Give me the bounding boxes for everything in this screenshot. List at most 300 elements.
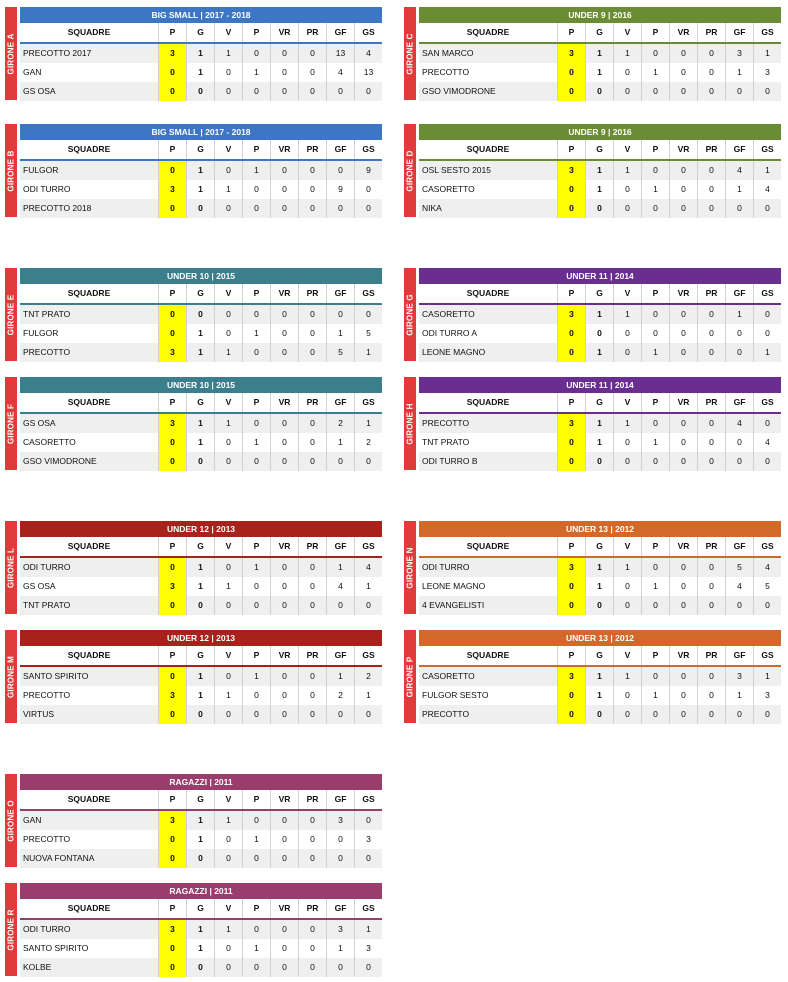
stat-cell: 9 xyxy=(354,161,382,180)
points-cell: 0 xyxy=(158,199,186,218)
stat-cell: 1 xyxy=(186,667,214,686)
group-label-tab xyxy=(5,377,17,470)
table-row xyxy=(20,82,382,101)
column-header: P xyxy=(158,23,186,42)
stat-cell: 5 xyxy=(354,324,382,343)
stat-cell: 0 xyxy=(641,82,669,101)
stat-cell: 0 xyxy=(585,596,613,615)
stat-cell: 0 xyxy=(354,958,382,977)
column-header: P xyxy=(242,899,270,918)
column-header: G xyxy=(585,23,613,42)
column-header: GS xyxy=(753,646,781,665)
stat-cell: 0 xyxy=(298,705,326,724)
points-cell: 0 xyxy=(158,324,186,343)
stat-cell: 0 xyxy=(326,199,354,218)
stat-cell: 0 xyxy=(669,577,697,596)
points-cell: 0 xyxy=(158,452,186,471)
group-label-tab xyxy=(5,883,17,976)
stat-cell: 1 xyxy=(725,63,753,82)
column-header: SQUADRE xyxy=(466,144,510,154)
points-cell: 0 xyxy=(557,705,585,724)
stat-cell: 1 xyxy=(186,811,214,830)
table-row xyxy=(419,577,781,596)
stat-cell: 1 xyxy=(725,180,753,199)
standings-table xyxy=(20,630,382,724)
stat-cell: 0 xyxy=(354,452,382,471)
standings-table xyxy=(20,7,382,101)
points-cell: 3 xyxy=(158,414,186,433)
team-name: GS OSA xyxy=(23,581,56,591)
column-header: GS xyxy=(354,899,382,918)
table-header-row xyxy=(20,899,382,920)
stat-cell: 0 xyxy=(613,180,641,199)
column-header: GF xyxy=(326,537,354,556)
team-name: ODI TURRO xyxy=(23,924,71,934)
points-cell: 0 xyxy=(557,686,585,705)
points-cell: 3 xyxy=(158,686,186,705)
column-header: P xyxy=(557,646,585,665)
table-row xyxy=(20,324,382,343)
column-header: PR xyxy=(298,393,326,412)
table-row xyxy=(20,305,382,324)
stat-cell: 3 xyxy=(354,830,382,849)
column-header: PR xyxy=(298,284,326,303)
stat-cell: 0 xyxy=(613,705,641,724)
stat-cell: 1 xyxy=(186,433,214,452)
stat-cell: 0 xyxy=(354,199,382,218)
team-name: LEONE MAGNO xyxy=(422,581,486,591)
stat-cell: 1 xyxy=(186,324,214,343)
column-header: SQUADRE xyxy=(67,397,111,407)
stat-cell: 0 xyxy=(242,180,270,199)
column-header: P xyxy=(158,284,186,303)
stat-cell: 0 xyxy=(298,830,326,849)
stat-cell: 1 xyxy=(725,305,753,324)
column-header: PR xyxy=(298,537,326,556)
stat-cell: 3 xyxy=(753,686,781,705)
table-row xyxy=(20,199,382,218)
column-header: P xyxy=(158,393,186,412)
team-name: GAN xyxy=(23,815,42,825)
stat-cell: 0 xyxy=(725,596,753,615)
group-label-tab xyxy=(5,124,17,217)
points-cell: 3 xyxy=(158,920,186,939)
table-header-row xyxy=(20,537,382,558)
stat-cell: 5 xyxy=(725,558,753,577)
table-title: UNDER 11 | 2014 xyxy=(419,377,781,393)
stat-cell: 0 xyxy=(298,82,326,101)
standings-table xyxy=(419,124,781,218)
stat-cell: 0 xyxy=(270,161,298,180)
column-header: PR xyxy=(697,646,725,665)
stat-cell: 0 xyxy=(298,305,326,324)
stat-cell: 4 xyxy=(326,577,354,596)
stat-cell: 1 xyxy=(214,180,242,199)
stat-cell: 1 xyxy=(214,44,242,63)
team-name: ODI TURRO xyxy=(23,562,71,572)
stat-cell: 0 xyxy=(270,414,298,433)
stat-cell: 0 xyxy=(669,705,697,724)
column-header: G xyxy=(585,284,613,303)
stat-cell: 1 xyxy=(585,667,613,686)
stat-cell: 0 xyxy=(298,577,326,596)
points-cell: 0 xyxy=(158,558,186,577)
stat-cell: 1 xyxy=(354,414,382,433)
stat-cell: 0 xyxy=(725,324,753,343)
column-header: G xyxy=(585,537,613,556)
column-header: VR xyxy=(669,537,697,556)
column-header: SQUADRE xyxy=(67,144,111,154)
stat-cell: 0 xyxy=(585,324,613,343)
column-header: GS xyxy=(354,284,382,303)
points-cell: 0 xyxy=(158,705,186,724)
points-cell: 0 xyxy=(158,849,186,868)
stat-cell: 2 xyxy=(354,433,382,452)
stat-cell: 0 xyxy=(298,324,326,343)
stat-cell: 1 xyxy=(753,44,781,63)
column-header: G xyxy=(186,393,214,412)
stat-cell: 1 xyxy=(214,920,242,939)
stat-cell: 0 xyxy=(270,433,298,452)
column-header: PR xyxy=(697,284,725,303)
stat-cell: 4 xyxy=(354,558,382,577)
group-table xyxy=(5,7,375,100)
stat-cell: 0 xyxy=(242,958,270,977)
group-label-tab xyxy=(404,521,416,614)
stat-cell: 0 xyxy=(326,705,354,724)
stat-cell: 0 xyxy=(214,305,242,324)
stat-cell: 0 xyxy=(669,305,697,324)
table-title: UNDER 13 | 2012 xyxy=(419,521,781,537)
team-name: ODI TURRO xyxy=(422,562,470,572)
stat-cell: 0 xyxy=(669,161,697,180)
column-header: P xyxy=(242,284,270,303)
group-table xyxy=(5,883,375,976)
group-label: GIRONE C xyxy=(405,32,415,75)
table-header-row xyxy=(419,646,781,667)
team-name: CASORETTO xyxy=(422,671,475,681)
column-header: GS xyxy=(354,790,382,809)
table-title: UNDER 11 | 2014 xyxy=(419,268,781,284)
stat-cell: 0 xyxy=(753,324,781,343)
stat-cell: 0 xyxy=(298,958,326,977)
table-title: RAGAZZI | 2011 xyxy=(20,883,382,899)
stat-cell: 0 xyxy=(669,199,697,218)
column-header: PR xyxy=(697,393,725,412)
group-table xyxy=(404,521,774,614)
stat-cell: 1 xyxy=(585,558,613,577)
column-header: GS xyxy=(753,140,781,159)
points-cell: 3 xyxy=(158,577,186,596)
stat-cell: 1 xyxy=(641,433,669,452)
stat-cell: 0 xyxy=(326,161,354,180)
stat-cell: 3 xyxy=(725,667,753,686)
stat-cell: 1 xyxy=(186,558,214,577)
stat-cell: 1 xyxy=(214,686,242,705)
stat-cell: 0 xyxy=(242,343,270,362)
table-title: BIG SMALL | 2017 - 2018 xyxy=(20,124,382,140)
stat-cell: 0 xyxy=(270,958,298,977)
points-cell: 0 xyxy=(557,82,585,101)
team-name: ODI TURRO A xyxy=(422,328,478,338)
stat-cell: 0 xyxy=(669,414,697,433)
table-row xyxy=(419,667,781,686)
group-label-tab xyxy=(404,7,416,100)
table-row xyxy=(20,596,382,615)
column-header: P xyxy=(557,140,585,159)
column-header: VR xyxy=(669,646,697,665)
standings-table xyxy=(20,774,382,868)
column-header: P xyxy=(641,537,669,556)
stat-cell: 1 xyxy=(326,667,354,686)
column-header: GF xyxy=(326,284,354,303)
column-header: P xyxy=(158,140,186,159)
stat-cell: 0 xyxy=(641,414,669,433)
team-name: PRECOTTO 2017 xyxy=(23,48,92,58)
stat-cell: 1 xyxy=(613,44,641,63)
points-cell: 0 xyxy=(557,324,585,343)
stat-cell: 0 xyxy=(214,199,242,218)
stat-cell: 0 xyxy=(186,305,214,324)
team-name: FULGOR xyxy=(23,328,59,338)
stat-cell: 0 xyxy=(270,920,298,939)
column-header: G xyxy=(585,140,613,159)
table-row xyxy=(419,305,781,324)
stat-cell: 0 xyxy=(298,558,326,577)
group-table xyxy=(404,630,774,723)
stat-cell: 0 xyxy=(214,558,242,577)
stat-cell: 1 xyxy=(326,939,354,958)
group-label-tab xyxy=(404,377,416,470)
team-name: CASORETTO xyxy=(23,437,76,447)
column-header: P xyxy=(641,393,669,412)
table-title: UNDER 12 | 2013 xyxy=(20,630,382,646)
points-cell: 3 xyxy=(158,811,186,830)
table-row xyxy=(20,830,382,849)
stat-cell: 4 xyxy=(753,180,781,199)
column-header: V xyxy=(613,284,641,303)
stat-cell: 1 xyxy=(641,343,669,362)
points-cell: 0 xyxy=(158,667,186,686)
column-header: GF xyxy=(326,140,354,159)
group-label: GIRONE F xyxy=(6,403,16,444)
stat-cell: 0 xyxy=(354,305,382,324)
column-header: P xyxy=(158,790,186,809)
column-header: SQUADRE xyxy=(466,27,510,37)
points-cell: 3 xyxy=(557,414,585,433)
column-header: GF xyxy=(725,140,753,159)
points-cell: 0 xyxy=(557,452,585,471)
group-label: GIRONE M xyxy=(6,655,16,698)
standings-table xyxy=(20,268,382,362)
stat-cell: 0 xyxy=(326,452,354,471)
stat-cell: 0 xyxy=(585,705,613,724)
stat-cell: 4 xyxy=(725,577,753,596)
group-label-tab xyxy=(404,124,416,217)
column-header: GF xyxy=(326,646,354,665)
stat-cell: 0 xyxy=(669,596,697,615)
column-header: GS xyxy=(354,646,382,665)
group-label: GIRONE R xyxy=(6,908,16,951)
table-header-row xyxy=(20,393,382,414)
column-header: GF xyxy=(326,790,354,809)
points-cell: 0 xyxy=(557,433,585,452)
stat-cell: 0 xyxy=(298,44,326,63)
table-row xyxy=(419,343,781,362)
stat-cell: 0 xyxy=(242,811,270,830)
points-cell: 0 xyxy=(557,343,585,362)
column-header: V xyxy=(214,393,242,412)
group-table xyxy=(404,377,774,470)
table-row xyxy=(419,199,781,218)
column-header: PR xyxy=(298,899,326,918)
stat-cell: 1 xyxy=(725,686,753,705)
stat-cell: 0 xyxy=(214,161,242,180)
table-row xyxy=(20,161,382,180)
stat-cell: 1 xyxy=(242,558,270,577)
column-header: GS xyxy=(753,284,781,303)
stat-cell: 1 xyxy=(641,577,669,596)
column-header: GS xyxy=(753,23,781,42)
group-label-tab xyxy=(5,268,17,361)
column-header: P xyxy=(158,646,186,665)
group-label-tab xyxy=(5,630,17,723)
standings-table xyxy=(419,7,781,101)
group-label: GIRONE O xyxy=(6,799,16,842)
column-header: VR xyxy=(669,140,697,159)
column-header: P xyxy=(242,790,270,809)
table-header-row xyxy=(20,23,382,44)
stat-cell: 1 xyxy=(186,44,214,63)
group-label: GIRONE G xyxy=(405,293,415,336)
stat-cell: 1 xyxy=(613,414,641,433)
column-header: G xyxy=(186,646,214,665)
team-name: PRECOTTO xyxy=(422,67,470,77)
stat-cell: 0 xyxy=(214,433,242,452)
stat-cell: 0 xyxy=(613,82,641,101)
team-name: TNT PRATO xyxy=(23,600,71,610)
table-header-row xyxy=(20,646,382,667)
group-label-tab xyxy=(404,630,416,723)
points-cell: 3 xyxy=(557,305,585,324)
table-title: UNDER 10 | 2015 xyxy=(20,377,382,393)
stat-cell: 1 xyxy=(753,343,781,362)
stat-cell: 0 xyxy=(242,44,270,63)
stat-cell: 2 xyxy=(354,667,382,686)
stat-cell: 1 xyxy=(214,811,242,830)
stat-cell: 0 xyxy=(298,199,326,218)
stat-cell: 0 xyxy=(697,44,725,63)
table-row xyxy=(20,920,382,939)
column-header: SQUADRE xyxy=(67,541,111,551)
column-header: VR xyxy=(669,284,697,303)
stat-cell: 1 xyxy=(186,939,214,958)
group-label-tab xyxy=(5,521,17,614)
stat-cell: 0 xyxy=(697,667,725,686)
column-header: SQUADRE xyxy=(67,27,111,37)
table-row xyxy=(419,452,781,471)
stat-cell: 4 xyxy=(753,433,781,452)
stat-cell: 0 xyxy=(270,830,298,849)
column-header: P xyxy=(242,140,270,159)
points-cell: 0 xyxy=(158,830,186,849)
stat-cell: 0 xyxy=(270,199,298,218)
stat-cell: 0 xyxy=(725,199,753,218)
stat-cell: 4 xyxy=(725,414,753,433)
stat-cell: 0 xyxy=(641,558,669,577)
stat-cell: 1 xyxy=(585,161,613,180)
stat-cell: 0 xyxy=(354,811,382,830)
table-row xyxy=(419,82,781,101)
table-row xyxy=(419,558,781,577)
stat-cell: 0 xyxy=(326,849,354,868)
stat-cell: 0 xyxy=(613,686,641,705)
table-row xyxy=(20,433,382,452)
stat-cell: 0 xyxy=(669,343,697,362)
team-name: SAN MARCO xyxy=(422,48,474,58)
stat-cell: 1 xyxy=(326,324,354,343)
stat-cell: 0 xyxy=(354,82,382,101)
points-cell: 3 xyxy=(158,343,186,362)
stat-cell: 0 xyxy=(214,939,242,958)
stat-cell: 0 xyxy=(298,180,326,199)
team-name: CASORETTO xyxy=(422,309,475,319)
stat-cell: 0 xyxy=(298,414,326,433)
stat-cell: 0 xyxy=(613,452,641,471)
column-header: P xyxy=(557,23,585,42)
stat-cell: 0 xyxy=(242,686,270,705)
stat-cell: 0 xyxy=(641,199,669,218)
stat-cell: 2 xyxy=(326,414,354,433)
column-header: P xyxy=(557,537,585,556)
stat-cell: 1 xyxy=(613,305,641,324)
team-name: FULGOR SESTO xyxy=(422,690,489,700)
stat-cell: 0 xyxy=(613,63,641,82)
column-header: GF xyxy=(326,393,354,412)
stat-cell: 0 xyxy=(242,414,270,433)
points-cell: 0 xyxy=(557,199,585,218)
column-header: PR xyxy=(298,140,326,159)
table-header-row xyxy=(419,284,781,305)
stat-cell: 1 xyxy=(186,920,214,939)
points-cell: 0 xyxy=(158,63,186,82)
column-header: SQUADRE xyxy=(67,794,111,804)
column-header: V xyxy=(613,23,641,42)
stat-cell: 0 xyxy=(298,811,326,830)
stat-cell: 0 xyxy=(753,199,781,218)
stat-cell: 4 xyxy=(725,161,753,180)
stat-cell: 0 xyxy=(270,849,298,868)
table-row xyxy=(20,705,382,724)
stat-cell: 0 xyxy=(326,82,354,101)
points-cell: 0 xyxy=(158,305,186,324)
table-header-row xyxy=(419,23,781,44)
table-row xyxy=(20,343,382,362)
stat-cell: 1 xyxy=(186,161,214,180)
stat-cell: 0 xyxy=(753,452,781,471)
stat-cell: 3 xyxy=(354,939,382,958)
column-header: SQUADRE xyxy=(466,650,510,660)
table-title: UNDER 12 | 2013 xyxy=(20,521,382,537)
stat-cell: 1 xyxy=(585,577,613,596)
column-header: P xyxy=(641,646,669,665)
column-header: GS xyxy=(753,393,781,412)
stat-cell: 0 xyxy=(298,939,326,958)
stat-cell: 1 xyxy=(242,830,270,849)
column-header: V xyxy=(214,23,242,42)
column-header: V xyxy=(214,646,242,665)
stat-cell: 0 xyxy=(214,958,242,977)
